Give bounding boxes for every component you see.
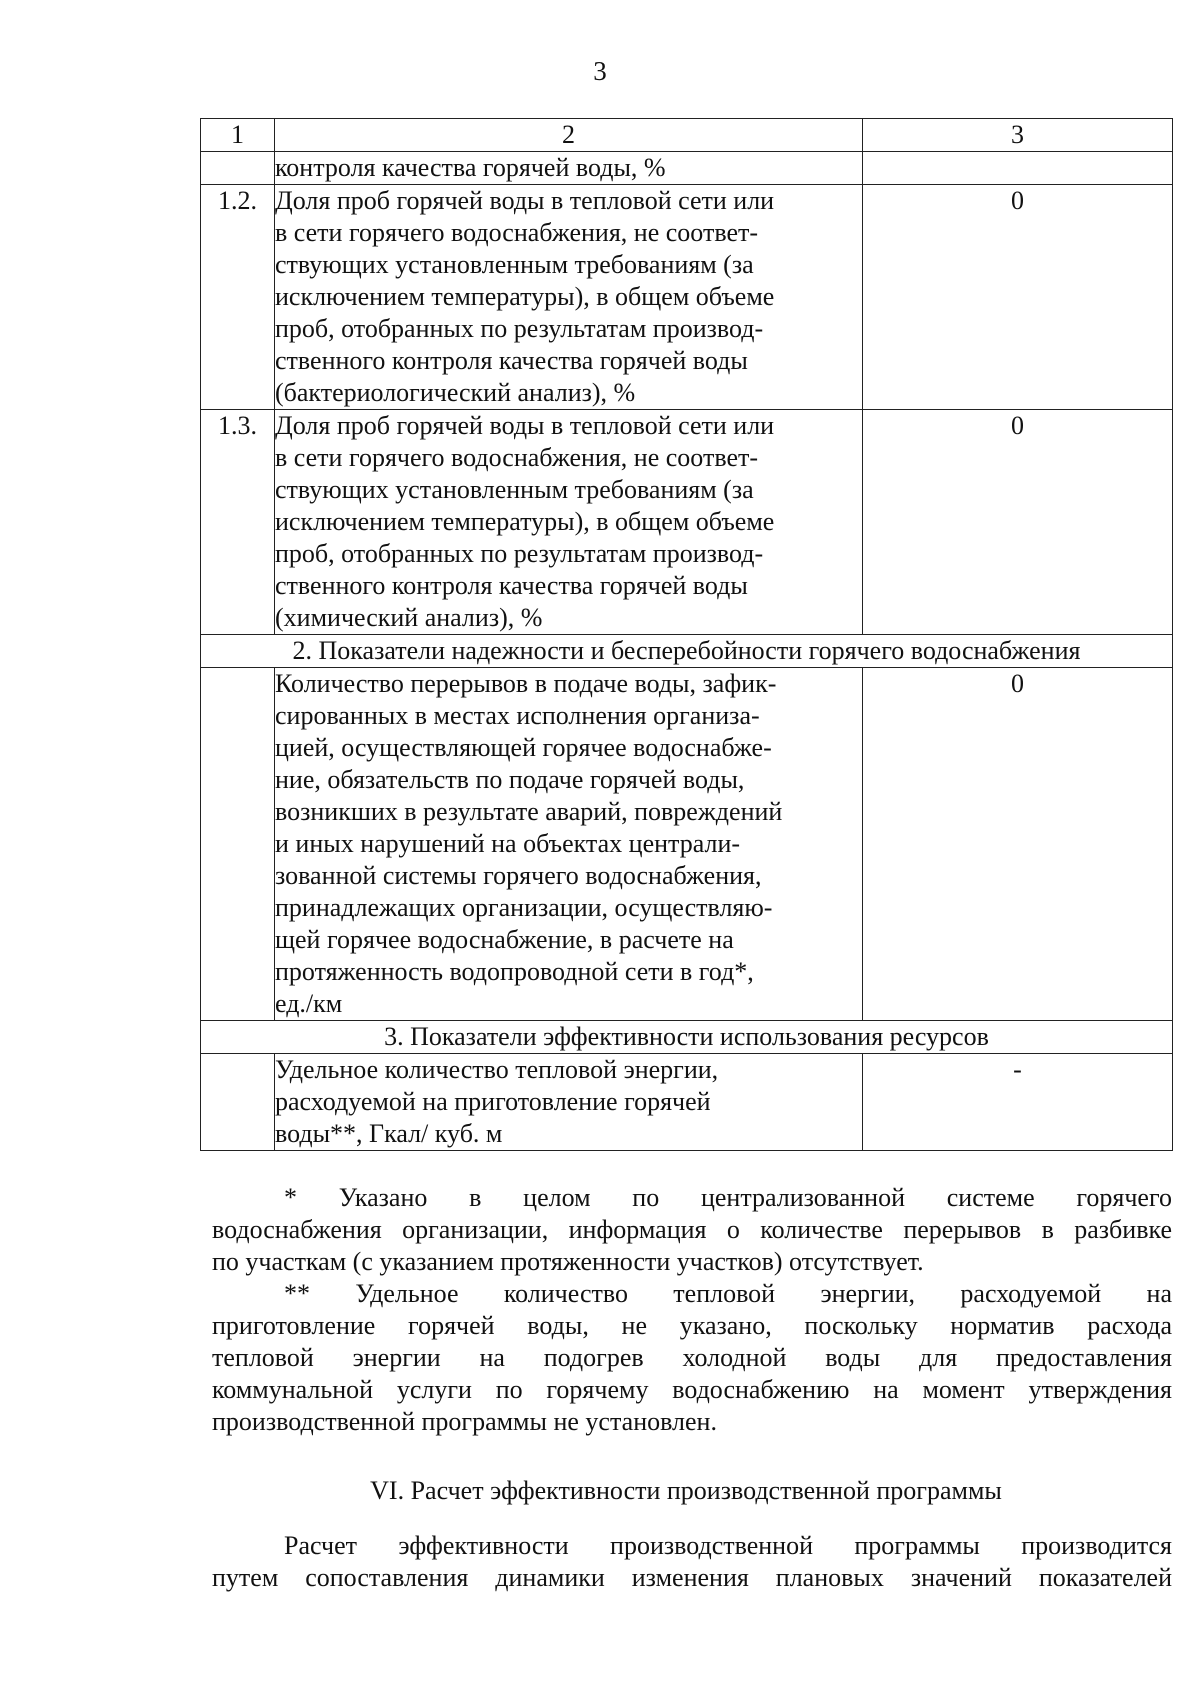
section-2-title: 2. Показатели надежности и бесперебойности горячего водоснабжения bbox=[201, 635, 1173, 668]
row-description bbox=[275, 185, 863, 410]
indicators-table bbox=[200, 118, 1173, 1151]
description-line: ственного контроля качества горячей воды bbox=[275, 571, 748, 600]
table-row bbox=[201, 152, 1173, 185]
table-row-1-3 bbox=[201, 410, 1173, 635]
footnote-1 bbox=[212, 1182, 1172, 1214]
row-description bbox=[275, 1054, 863, 1151]
footnote-line: ** Удельное количество тепловой энергии, расходуемой на bbox=[284, 1279, 1172, 1308]
description-line: Количество перерывов в подаче воды, зафик- bbox=[275, 669, 777, 698]
page-number: 3 bbox=[593, 56, 607, 86]
description-line: протяженность водопроводной сети в год*, bbox=[275, 957, 754, 986]
row-value: 0 bbox=[863, 668, 1173, 1021]
description-line: Доля проб горячей воды в тепловой сети или bbox=[275, 186, 775, 215]
row-description bbox=[275, 668, 863, 1021]
description-line: принадлежащих организации, осуществляю- bbox=[275, 893, 773, 922]
value-cell bbox=[863, 152, 1173, 185]
footnote-line: приготовление горячей воды, не указано, поскольку норматив расхода bbox=[212, 1311, 1172, 1340]
table-header-row bbox=[201, 119, 1173, 152]
section-header-row bbox=[201, 1021, 1173, 1054]
footnote-2 bbox=[212, 1278, 1172, 1310]
description-line: ственного контроля качества горячей воды bbox=[275, 346, 748, 375]
footnote-line: по участкам (с указанием протяженности участков) отсутствует. bbox=[212, 1247, 924, 1276]
row-value: 0 bbox=[863, 185, 1173, 410]
row-num bbox=[201, 668, 275, 1021]
row-num: 1.3. bbox=[201, 410, 275, 635]
row-num: 1.2. bbox=[201, 185, 275, 410]
row-value: 0 bbox=[863, 410, 1173, 635]
footnote-line: тепловой энергии на подогрев холодной воды для предоставления bbox=[212, 1343, 1172, 1372]
description-line: в сети горячего водоснабжения, не соответ- bbox=[275, 443, 759, 472]
description-line: исключением температуры), в общем объеме bbox=[275, 282, 775, 311]
section-3-title: 3. Показатели эффективности использования ресурсов bbox=[201, 1021, 1173, 1054]
description-line: ние, обязательств по подаче горячей воды, bbox=[275, 765, 745, 794]
row-value: - bbox=[863, 1054, 1173, 1151]
description-line: проб, отобранных по результатам производ- bbox=[275, 539, 764, 568]
description-line: цией, осуществляющей горячее водоснабже- bbox=[275, 733, 772, 762]
description-line: ед./км bbox=[275, 989, 343, 1018]
description-line: Доля проб горячей воды в тепловой сети или bbox=[275, 411, 775, 440]
paragraph-line: путем сопоставления динамики изменения плановых значений показателей bbox=[212, 1563, 1172, 1592]
header-col-3: 3 bbox=[863, 119, 1173, 152]
description-line: щей горячее водоснабжение, в расчете на bbox=[275, 925, 734, 954]
description-line: проб, отобранных по результатам производ- bbox=[275, 314, 764, 343]
row-description bbox=[275, 410, 863, 635]
footnote-line: производственной программы не установлен. bbox=[212, 1407, 717, 1436]
table-row-2 bbox=[201, 668, 1173, 1021]
description-line: в сети горячего водоснабжения, не соответ- bbox=[275, 218, 759, 247]
table-row-3 bbox=[201, 1054, 1173, 1151]
description-line: ствующих установленным требованиям (за bbox=[275, 475, 754, 504]
description-line: ствующих установленным требованиям (за bbox=[275, 250, 754, 279]
description-line: (бактериологический анализ), % bbox=[275, 378, 636, 407]
section-header-row bbox=[201, 635, 1173, 668]
paragraph-line: Расчет эффективности производственной программы производится bbox=[284, 1531, 1172, 1560]
footnote-line: * Указано в целом по централизованной системе горячего bbox=[284, 1183, 1172, 1212]
footnotes bbox=[212, 1182, 1172, 1438]
description-line: Удельное количество тепловой энергии, bbox=[275, 1055, 719, 1084]
footnote-line: водоснабжения организации, информация о количестве перерывов в разбивке bbox=[212, 1215, 1172, 1244]
description-line: зованной системы горячего водоснабжения, bbox=[275, 861, 762, 890]
header-col-1: 1 bbox=[201, 119, 275, 152]
description-line: расходуемой на приготовление горячей bbox=[275, 1087, 711, 1116]
section-vi-paragraph bbox=[212, 1530, 1172, 1594]
footnote-1-cont bbox=[212, 1214, 1172, 1278]
description-line: воды**, Гкал/ куб. м bbox=[275, 1119, 503, 1148]
description-line: возникших в результате аварий, повреждений bbox=[275, 797, 783, 826]
continuation-cell: контроля качества горячей воды, % bbox=[275, 152, 863, 185]
header-col-2: 2 bbox=[275, 119, 863, 152]
footnote-2-cont bbox=[212, 1310, 1172, 1438]
row-num bbox=[201, 1054, 275, 1151]
description-line: сированных в местах исполнения организа- bbox=[275, 701, 760, 730]
section-vi-title: VI. Расчет эффективности производственной программы bbox=[370, 1476, 1002, 1505]
description-line: исключением температуры), в общем объеме bbox=[275, 507, 775, 536]
description-line: и иных нарушений на объектах централи- bbox=[275, 829, 741, 858]
table-row-1-2 bbox=[201, 185, 1173, 410]
description-line: (химический анализ), % bbox=[275, 603, 543, 632]
row-num-cell bbox=[201, 152, 275, 185]
footnote-line: коммунальной услуги по горячему водоснабжению на момент утверждения bbox=[212, 1375, 1172, 1404]
